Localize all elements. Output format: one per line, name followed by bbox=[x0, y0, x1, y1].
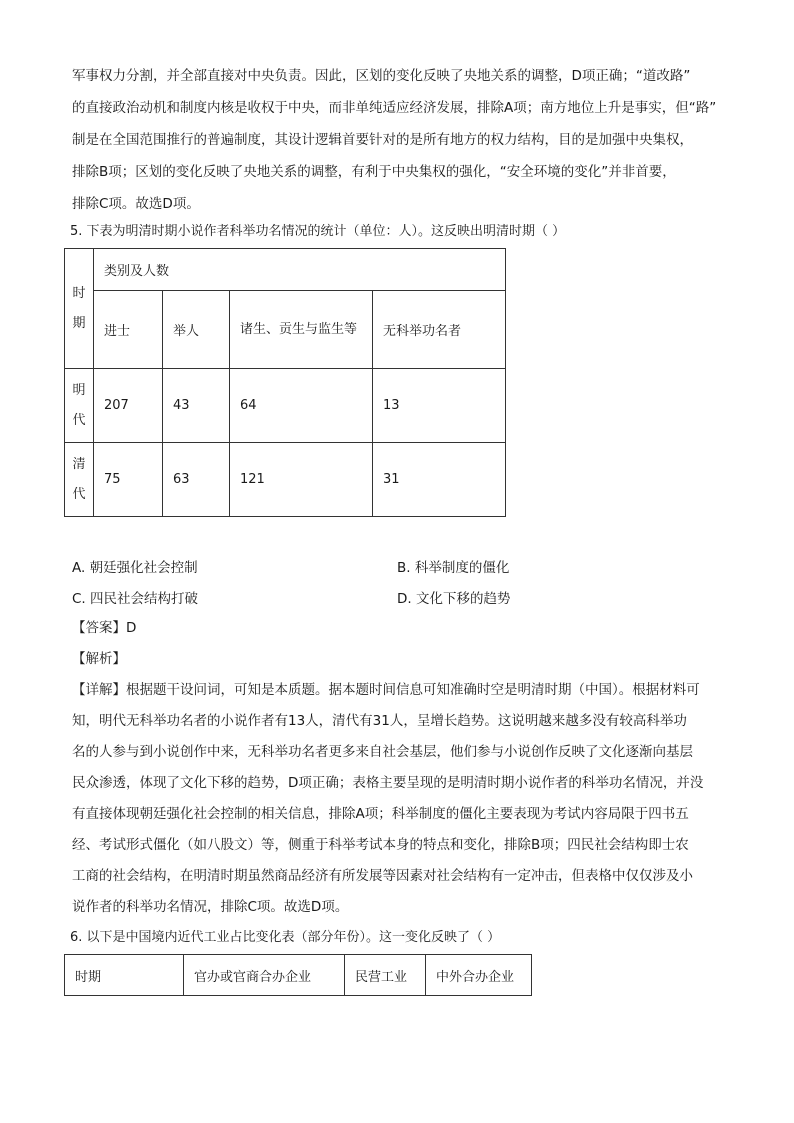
column-header: 无科举功名者 bbox=[373, 291, 506, 369]
prev-answer-line: 军事权力分割，并全部直接对中央负责。因此，区划的变化反映了央地关系的调整，D项正确；“道改路” bbox=[72, 68, 691, 84]
detail-line: 经、考试形式僵化（如八股文）等，侧重于科举考试本身的特点和变化，排除B项；四民社会结构即士农 bbox=[72, 837, 689, 853]
row-period bbox=[65, 369, 94, 443]
group-header: 类别及人数 bbox=[94, 249, 506, 291]
table-cell: 43 bbox=[163, 369, 230, 443]
detail-line: 知，明代无科举功名者的小说作者有13人，清代有31人，呈增长趋势。这说明越来越多没有较高科举功 bbox=[72, 713, 687, 729]
table-cell: 64 bbox=[230, 369, 373, 443]
column-header: 举人 bbox=[163, 291, 230, 369]
period-header-char: 期 bbox=[72, 315, 86, 331]
option-a: A. 朝廷强化社会控制 bbox=[72, 560, 198, 576]
column-header: 进士 bbox=[94, 291, 163, 369]
column-header: 时期 bbox=[65, 955, 184, 996]
question-5-table bbox=[64, 248, 506, 517]
detail-line: 名的人参与到小说创作中来，无科举功名者更多来自社会基层，他们参与小说创作反映了文化逐渐向基层 bbox=[72, 744, 693, 760]
period-header-char: 时 bbox=[72, 285, 86, 301]
prev-answer-line: 的直接政治动机和制度内核是收权于中央，而非单纯适应经济发展，排除A项；南方地位上升是事实，但“路” bbox=[72, 100, 717, 116]
question-5-stem: 5. 下表为明清时期小说作者科举功名情况的统计（单位：人）。这反映出明清时期（ ） bbox=[70, 224, 566, 239]
prev-answer-line: 制是在全国范围推行的普遍制度，其设计逻辑首要针对的是所有地方的权力结构，目的是加强中央集权， bbox=[72, 132, 693, 148]
row-period-char: 明 bbox=[72, 382, 86, 398]
table-cell: 75 bbox=[94, 443, 163, 517]
column-header: 诸生、贡生与监生等 bbox=[230, 291, 373, 369]
table-cell: 13 bbox=[373, 369, 506, 443]
table-cell: 207 bbox=[94, 369, 163, 443]
answer-line bbox=[72, 618, 136, 638]
answer-label: 【答案】 bbox=[72, 620, 126, 636]
column-header: 中外合办企业 bbox=[426, 955, 532, 996]
row-period-char: 清 bbox=[72, 456, 86, 472]
table-cell: 121 bbox=[230, 443, 373, 517]
prev-answer-line: 排除B项；区划的变化反映了央地关系的调整，有利于中央集权的强化，“安全环境的变化”并非首要， bbox=[72, 164, 676, 180]
period-header bbox=[65, 249, 94, 369]
answer-value: D bbox=[126, 620, 137, 636]
question-6-stem: 6. 以下是中国境内近代工业占比变化表（部分年份）。这一变化反映了（ ） bbox=[70, 930, 501, 945]
option-d: D. 文化下移的趋势 bbox=[397, 591, 511, 607]
row-period-char: 代 bbox=[72, 412, 86, 428]
row-period-char: 代 bbox=[72, 486, 86, 502]
analysis-label: 【解析】 bbox=[72, 651, 126, 667]
prev-answer-line: 排除C项。故选D项。 bbox=[72, 196, 200, 212]
option-b: B. 科举制度的僵化 bbox=[397, 560, 510, 576]
detail-line: 工商的社会结构，在明清时期虽然商品经济有所发展等因素对社会结构有一定冲击，但表格中仅仅涉及小 bbox=[72, 868, 693, 884]
question-6-table bbox=[64, 954, 532, 996]
detail-line: 民众渗透，体现了文化下移的趋势，D项正确；表格主要呈现的是明清时期小说作者的科举功名情况，并没 bbox=[72, 775, 704, 791]
table-cell: 63 bbox=[163, 443, 230, 517]
option-c: C. 四民社会结构打破 bbox=[72, 591, 199, 607]
detail-line: 说作者的科举功名情况，排除C项。故选D项。 bbox=[72, 899, 349, 915]
detail-line: 【详解】根据题干设问词，可知是本质题。据本题时间信息可知准确时空是明清时期（中国）。根据材料可 bbox=[72, 682, 700, 698]
table-cell: 31 bbox=[373, 443, 506, 517]
row-period bbox=[65, 443, 94, 517]
column-header: 民营工业 bbox=[345, 955, 426, 996]
column-header: 官办或官商合办企业 bbox=[184, 955, 345, 996]
detail-line: 有直接体现朝廷强化社会控制的相关信息，排除A项；科举制度的僵化主要表现为考试内容局限于四书五 bbox=[72, 806, 689, 822]
